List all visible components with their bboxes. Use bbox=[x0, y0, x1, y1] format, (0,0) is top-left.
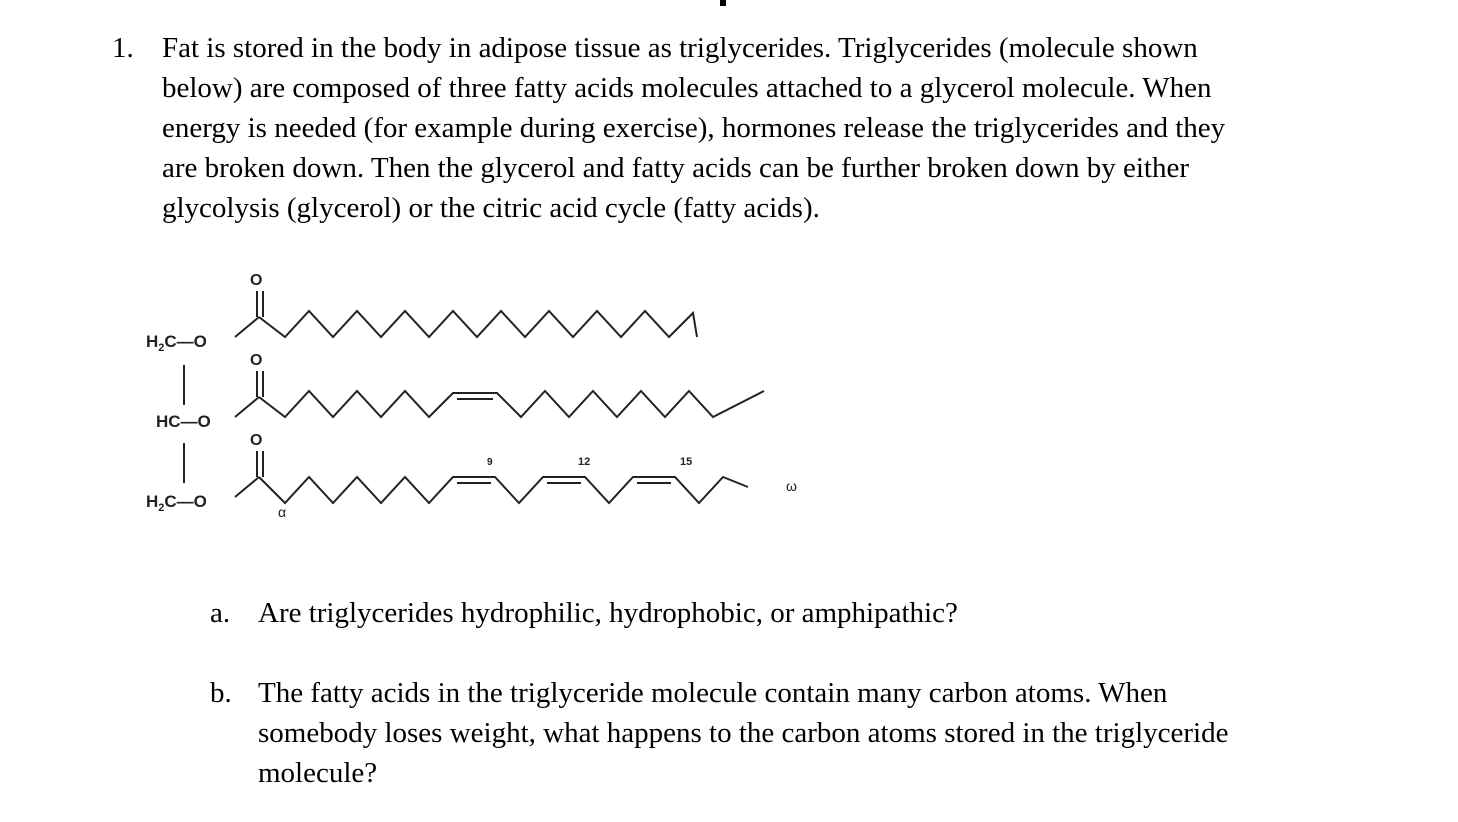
position-12-label: 12 bbox=[578, 456, 591, 468]
question-text bbox=[162, 28, 1372, 228]
subquestion-line: Are triglycerides hydrophilic, hydrophobic, or amphipathic? bbox=[258, 597, 958, 629]
row3-group-label: $H_2C—O$ bbox=[146, 492, 207, 514]
triglyceride-structure-figure bbox=[112, 255, 832, 565]
ester-bond-3 bbox=[235, 477, 259, 497]
question-line: below) are composed of three fatty acids molecules attached to a glycerol molecule. When bbox=[162, 72, 1212, 104]
fatty-acid-chain-3 bbox=[259, 477, 748, 503]
carbonyl-oxygen-1: O bbox=[250, 272, 263, 289]
question-line: Fat is stored in the body in adipose tissue as triglycerides. Triglycerides (molecule shown bbox=[162, 32, 1198, 64]
question-number: 1. bbox=[112, 32, 134, 64]
subquestion-letter: a. bbox=[210, 597, 231, 629]
question-line: energy is needed (for example during exercise), hormones release the triglycerides and they bbox=[162, 112, 1226, 144]
carbonyl-oxygen-2: O bbox=[250, 352, 263, 369]
question-line: are broken down. Then the glycerol and fatty acids can be further broken down by either bbox=[162, 152, 1189, 184]
triglyceride-structure-diagram bbox=[112, 255, 832, 565]
page-top-mark bbox=[720, 0, 726, 6]
fatty-acid-chain-2 bbox=[259, 391, 764, 417]
subquestion-line: The fatty acids in the triglyceride molecule contain many carbon atoms. When bbox=[258, 677, 1168, 709]
carbonyl-oxygen-3: O bbox=[250, 432, 263, 449]
omega-label: ω bbox=[786, 478, 797, 494]
subquestion-text bbox=[258, 673, 1358, 793]
subquestion-letter: b. bbox=[210, 677, 232, 709]
row1-group-label: $H_2C—O$ bbox=[146, 332, 207, 354]
position-9-label: 9 bbox=[487, 457, 493, 468]
position-15-label: 15 bbox=[680, 456, 693, 468]
subquestion-line: somebody loses weight, what happens to the carbon atoms stored in the triglyceride bbox=[258, 717, 1229, 749]
row2-group-label: HC—O bbox=[156, 412, 211, 431]
subquestion-line: molecule? bbox=[258, 757, 378, 789]
question-line: glycolysis (glycerol) or the citric acid cycle (fatty acids). bbox=[162, 192, 820, 224]
ester-bond-2 bbox=[235, 397, 259, 417]
fatty-acid-chain-1 bbox=[259, 311, 697, 337]
alpha-label: α bbox=[278, 504, 287, 520]
subquestion-text bbox=[258, 593, 1358, 633]
ester-bond-1 bbox=[235, 317, 259, 337]
